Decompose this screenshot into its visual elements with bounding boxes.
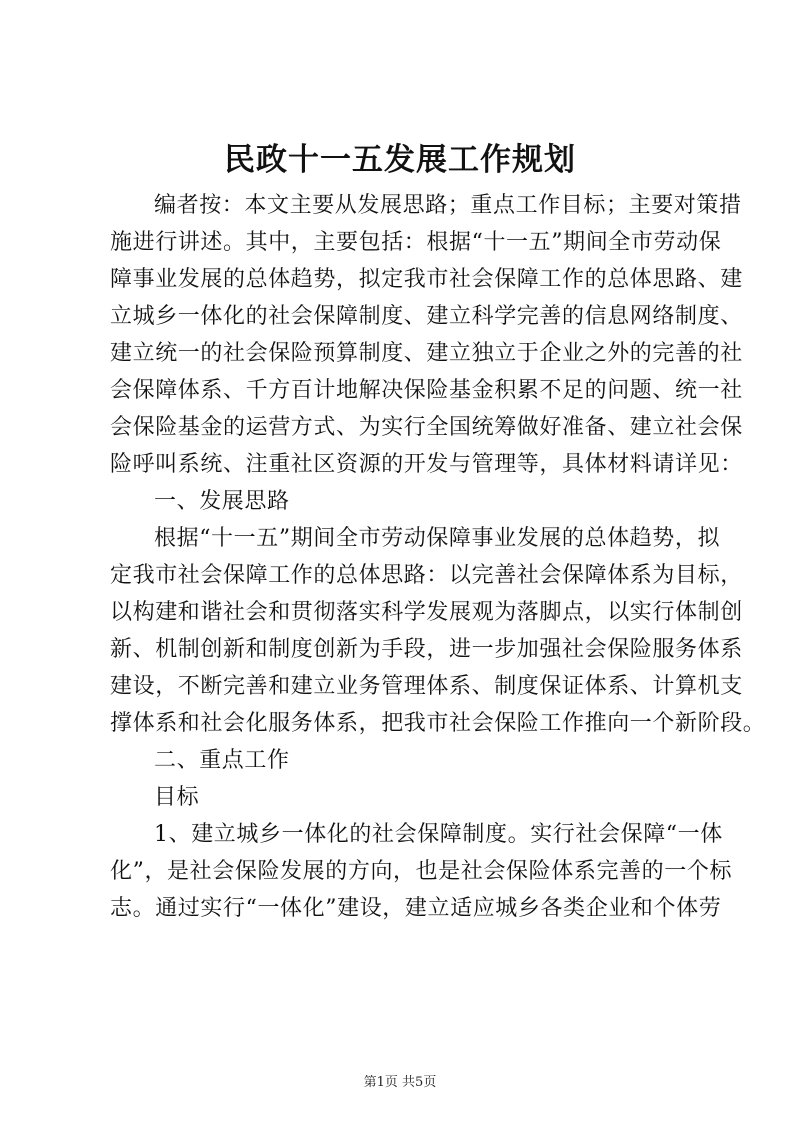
text-line: 编者按：本文主要从发展思路；重点工作目标；主要对策措 [154, 193, 742, 218]
text-line: 建设，不断完善和建立业务管理体系、制度保证体系、计算机支 [110, 674, 743, 699]
text-line: 会保险基金的运营方式、为实行全国统筹做好准备、建立社会保 [110, 415, 743, 440]
section-heading-key-work [110, 742, 710, 779]
paragraph-integration [110, 816, 733, 927]
text-line: 立城乡一体化的社会保障制度、建立科学完善的信息网络制度、 [110, 304, 743, 329]
document-body [110, 187, 766, 927]
text-line: 建立统一的社会保险预算制度、建立独立于企业之外的完善的社 [110, 341, 743, 366]
text-line: 志。通过实行“一体化”建设，建立适应城乡各类企业和个体劳 [110, 896, 722, 921]
text-line: 险呼叫系统、注重社区资源的开发与管理等，具体材料请详见： [110, 452, 743, 477]
paragraph-development-ideas [110, 520, 766, 742]
heading-text: 二、重点工作 [154, 748, 290, 773]
text-line: 新、机制创新和制度创新为手段，进一步加强社会保险服务体系 [110, 637, 743, 662]
text-line: 会保障体系、千方百计地解决保险基金积累不足的问题、统一社 [110, 378, 743, 403]
text-line: 化”，是社会保险发展的方向，也是社会保险体系完善的一个标 [110, 859, 733, 884]
heading-text: 目标 [154, 785, 200, 810]
paragraph-editor-note [110, 187, 743, 483]
text-line: 根据“十一五”期间全市劳动保障事业发展的总体趋势，拟 [154, 526, 721, 551]
page-footer: 第1页 共5页 [363, 1075, 437, 1090]
section-subheading-goals [110, 779, 710, 816]
heading-text: 一、发展思路 [154, 489, 290, 514]
text-line: 施进行讲述。其中，主要包括：根据“十一五”期间全市劳动保 [110, 230, 722, 255]
section-heading-development [110, 483, 710, 520]
document-title: 民政十一五发展工作规划 [224, 142, 576, 178]
text-line: 以构建和谐社会和贯彻落实科学发展观为落脚点，以实行体制创 [110, 600, 743, 625]
text-line: 撑体系和社会化服务体系，把我市社会保险工作推向一个新阶段。 [110, 711, 766, 736]
text-line: 障事业发展的总体趋势，拟定我市社会保障工作的总体思路、建 [110, 267, 743, 292]
text-line: 定我市社会保障工作的总体思路：以完善社会保障体系为目标， [110, 563, 743, 588]
text-line: 1、建立城乡一体化的社会保障制度。实行社会保障“一体 [154, 822, 723, 847]
